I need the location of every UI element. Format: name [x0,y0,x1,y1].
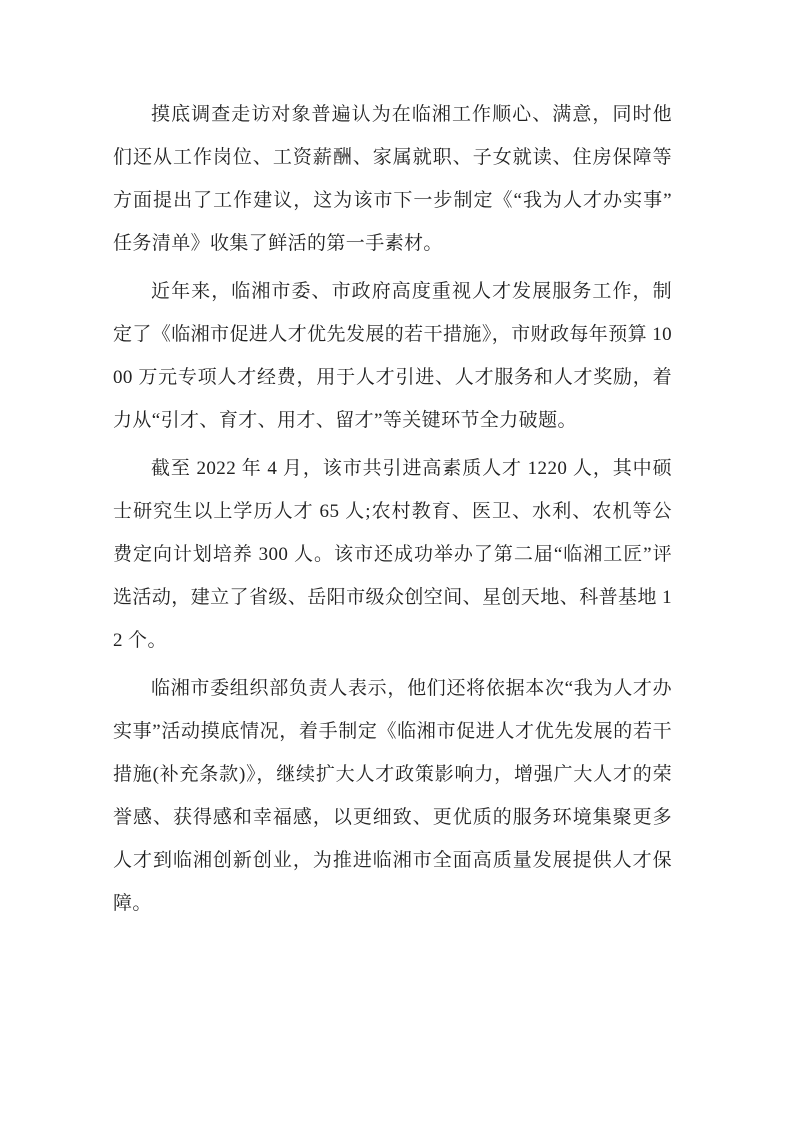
document-body [113,93,672,925]
paragraph-policy-measures: 近年来，临湘市委、市政府高度重视人才发展服务工作，制定了《临湘市促进人才优先发展的若干措施》，市财政每年预算 1000 万元专项人才经费，用于人才引进、人才服务和人才奖励，着力从“引才、育才、用才、留才”等关键环节全力破题。 [113,281,672,431]
paragraph-survey-feedback: 摸底调查走访对象普遍认为在临湘工作顺心、满意，同时他们还从工作岗位、工资薪酬、家属就职、子女就读、住房保障等方面提出了工作建议，这为该市下一步制定《“我为人才办实事”任务清单》收集了鲜活的第一手素材。 [113,104,672,254]
paragraph-official-statement: 临湘市委组织部负责人表示，他们还将依据本次“我为人才办实事”活动摸底情况，着手制定《临湘市促进人才优先发展的若干措施(补充条款)》，继续扩大人才政策影响力，增强广大人才的荣誉感、获得感和幸福感，以更细致、更优质的服务环境集聚更多人才到临湘创新创业，为推进临湘市全面高质量发展提供人才保障。 [113,678,672,914]
paragraph-talent-statistics: 截至 2022 年 4 月，该市共引进高素质人才 1220 人，其中硕士研究生以上学历人才 65 人;农村教育、医卫、水利、农机等公费定向计划培养 300 人。该市还成功举办了第二届“临湘工匠”评选活动，建立了省级、岳阳市级众创空间、星创天地、科普基地 12 个。 [113,458,672,651]
